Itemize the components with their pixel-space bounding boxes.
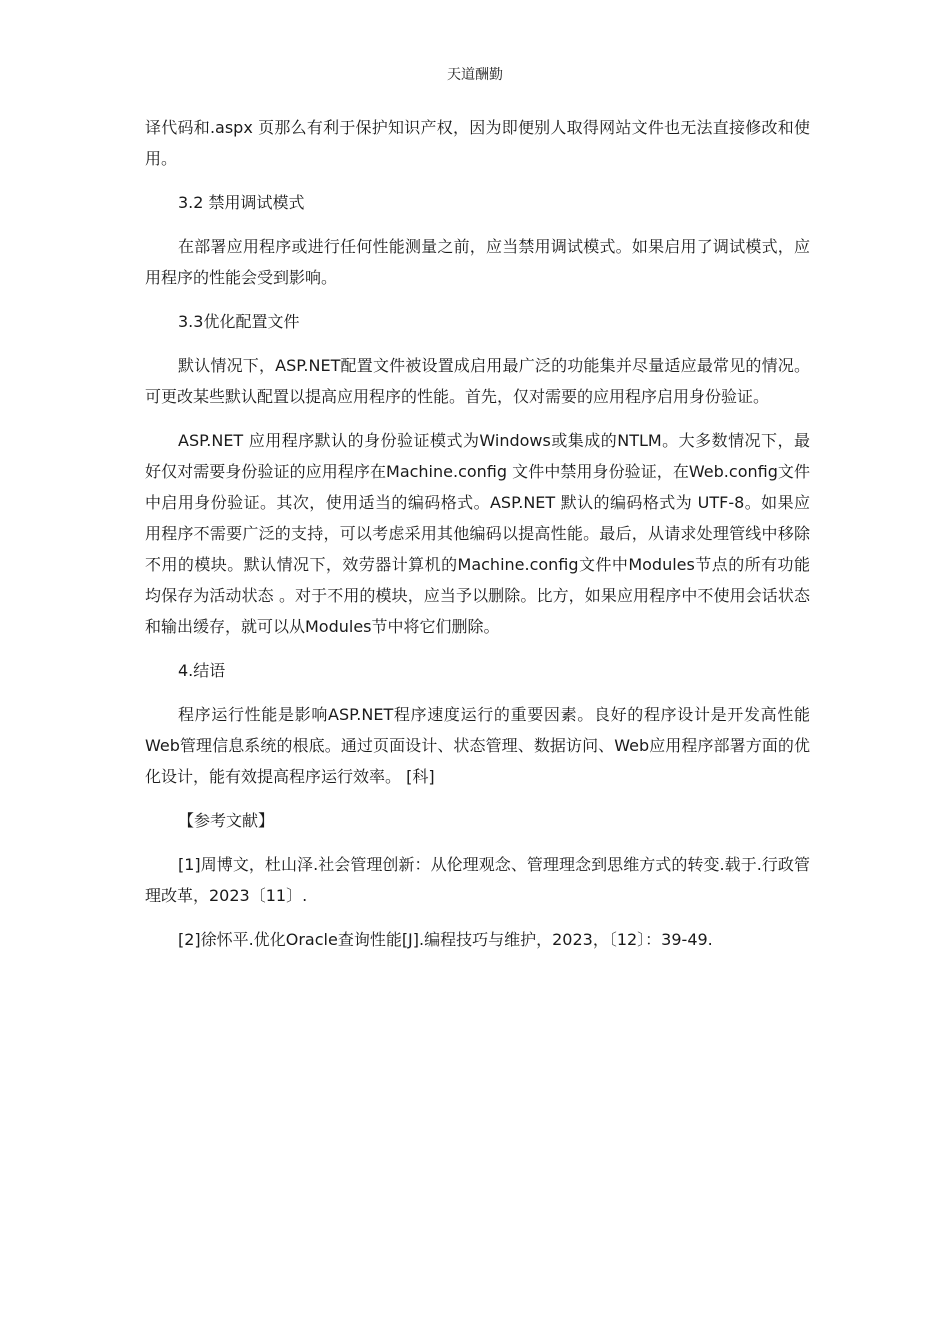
references-title: 【参考文献】 xyxy=(178,811,275,830)
document-body xyxy=(145,112,810,968)
reference-item: [2]徐怀平.优化Oracle查询性能[J].编程技巧与维护，2023，〔12〕：39-49. xyxy=(178,930,713,949)
section-heading-3-3: 3.3优化配置文件 xyxy=(178,312,300,331)
paragraph-continuation: 译代码和.aspx 页那么有利于保护知识产权，因为即便别人取得网站文件也无法直接修改和使用。 xyxy=(145,118,810,168)
section-heading-3-2: 3.2 禁用调试模式 xyxy=(178,193,305,212)
page-header: 天道酬勤 xyxy=(447,67,503,83)
section-heading-4: 4.结语 xyxy=(178,661,226,680)
reference-item: [1]周博文，杜山泽.社会管理创新：从伦理观念、管理理念到思维方式的转变.载于.行政管理改革，2023〔11〕. xyxy=(145,855,810,905)
paragraph-config-default: 默认情况下，ASP.NET配置文件被设置成启用最广泛的功能集并尽量适应最常见的情况。可更改某些默认配置以提高应用程序的性能。首先，仅对需要的应用程序启用身份验证。 xyxy=(145,356,810,406)
paragraph-disable-debug: 在部署应用程序或进行任何性能测量之前，应当禁用调试模式。如果启用了调试模式，应用程序的性能会受到影响。 xyxy=(145,237,810,287)
paragraph-conclusion: 程序运行性能是影响ASP.NET程序速度运行的重要因素。良好的程序设计是开发高性能Web管理信息系统的根底。通过页面设计、状态管理、数据访问、Web应用程序部署方面的优化设计，能有效提高程序运行效率。 [科] xyxy=(145,705,810,786)
paragraph-config-auth: ASP.NET 应用程序默认的身份验证模式为Windows或集成的NTLM。大多数情况下，最好仅对需要身份验证的应用程序在Machine.config 文件中禁用身份验证，在Web.config文件中启用身份验证。其次，使用适当的编码格式。ASP.NET 默认的编码格式为 UTF-8。如果应用程序不需要广泛的支持，可以考虑采用其他编码以提高性能。最后，从请求处理管线中移除不用的模块。默认情况下，效劳器计算机的Machine.config文件中Modules节点的所有功能均保存为活动状态 。对于不用的模块，应当予以删除。比方，如果应用程序中不使用会话状态和输出缓存，就可以从Modules节中将它们删除。 xyxy=(145,431,810,636)
